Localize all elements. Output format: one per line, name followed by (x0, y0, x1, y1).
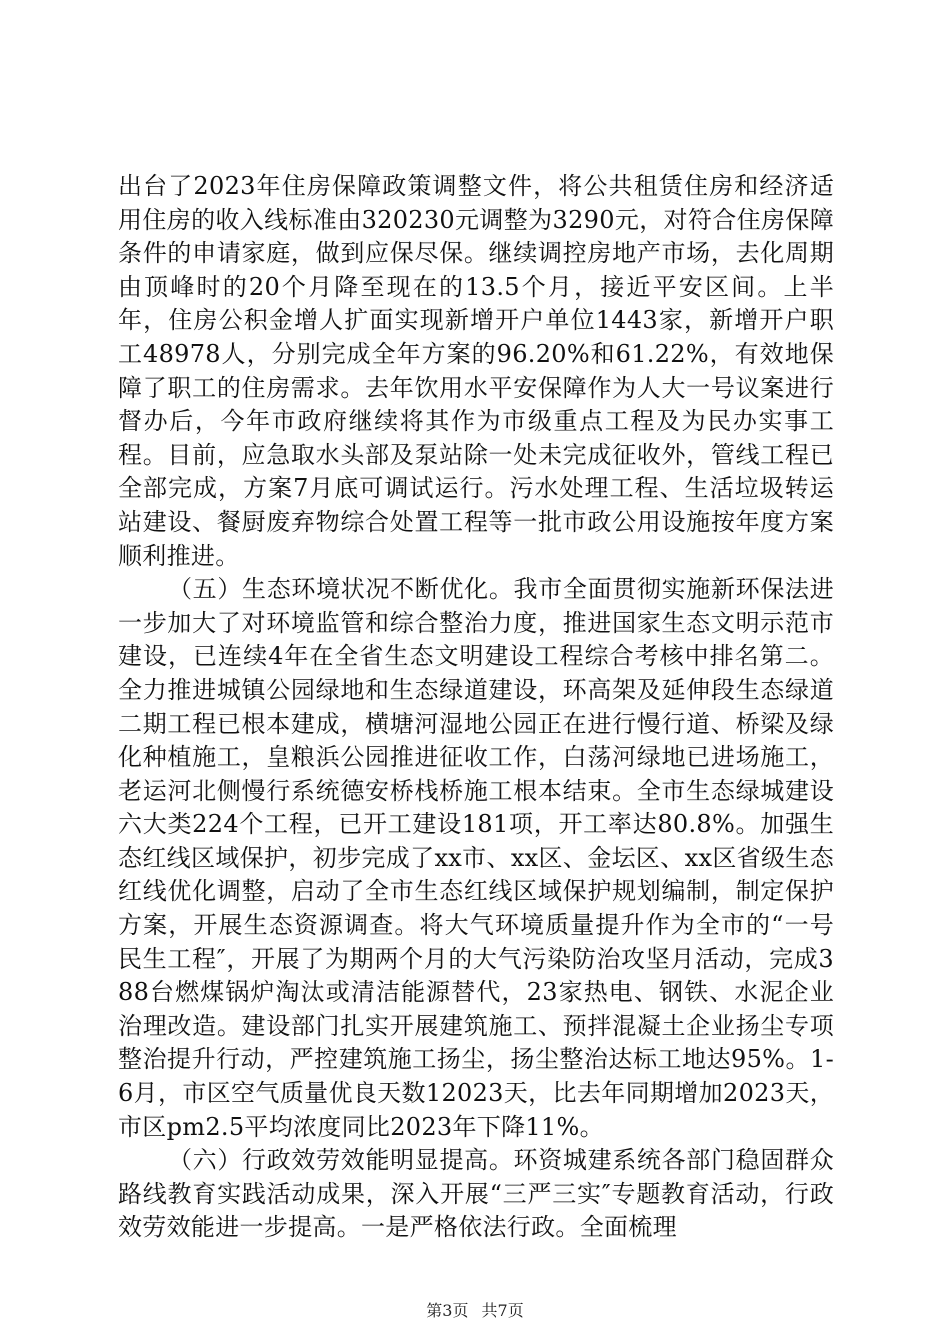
paragraph-housing: 出台了2023年住房保障政策调整文件，将公共租赁住房和经济适用住房的收入线标准由320230元调整为3290元，对符合住房保障条件的申请家庭，做到应保尽保。继续调控房地产市场，去化周期由顶峰时的20个月降至现在的13.5个月，接近平安区间。上半年，住房公积金增人扩面实现新增开户单位1443家，新增开户职工48978人，分别完成全年方案的96.20%和61.22%，有效地保障了职工的住房需求。去年饮用水平安保障作为人大一号议案进行督办后，今年市政府继续将其作为市级重点工程及为民办实事工程。目前，应急取水头部及泵站除一处未完成征收外，管线工程已全部完成，方案7月底可调试运行。污水处理工程、生活垃圾转运站建设、餐厨废弃物综合处置工程等一批市政公用设施按年度方案顺利推进。 (118, 172, 834, 570)
paragraph-ecology: （五）生态环境状况不断优化。我市全面贯彻实施新环保法进一步加大了对环境监管和综合整治力度，推进国家生态文明示范市建设，已连续4年在全省生态文明建设工程综合考核中排名第二。全力推进城镇公园绿地和生态绿道建设，环高架及延伸段生态绿道二期工程已根本建成，横塘河湿地公园正在进行慢行道、桥梁及绿化种植施工，皇粮浜公园推进征收工作，白荡河绿地已进场施工，老运河北侧慢行系统德安桥栈桥施工根本结束。全市生态绿城建设六大类224个工程，已开工建设181项，开工率达80.8%。加强生态红线区域保护，初步完成了xx市、xx区、金坛区、xx区省级生态红线优化调整，启动了全市生态红线区域保护规划编制，制定保护方案，开展生态资源调查。将大气环境质量提升作为全市的“一号民生工程″，开展了为期两个月的大气污染防治攻坚月活动，完成388台燃煤锅炉淘汰或清洁能源替代，23家热电、钢铁、水泥企业治理改造。建设部门扎实开展建筑施工、预拌混凝土企业扬尘专项整治提升行动，严控建筑施工扬尘，扬尘整治达标工地达95%。1-6月，市区空气质量优良天数12023天，比去年同期增加2023天，市区pm2.5平均浓度同比2023年下降11%。 (118, 575, 834, 1141)
page-footer (0, 1298, 950, 1321)
document-body (118, 170, 834, 1245)
paragraph-administration: （六）行政效劳效能明显提高。环资城建系统各部门稳固群众路线教育实践活动成果，深入开展“三严三实″专题教育活动，行政效劳效能进一步提高。一是严格依法行政。全面梳理 (118, 1146, 834, 1242)
total-pages: 共7页 (481, 1301, 524, 1320)
page-number: 第3页 (426, 1301, 469, 1320)
